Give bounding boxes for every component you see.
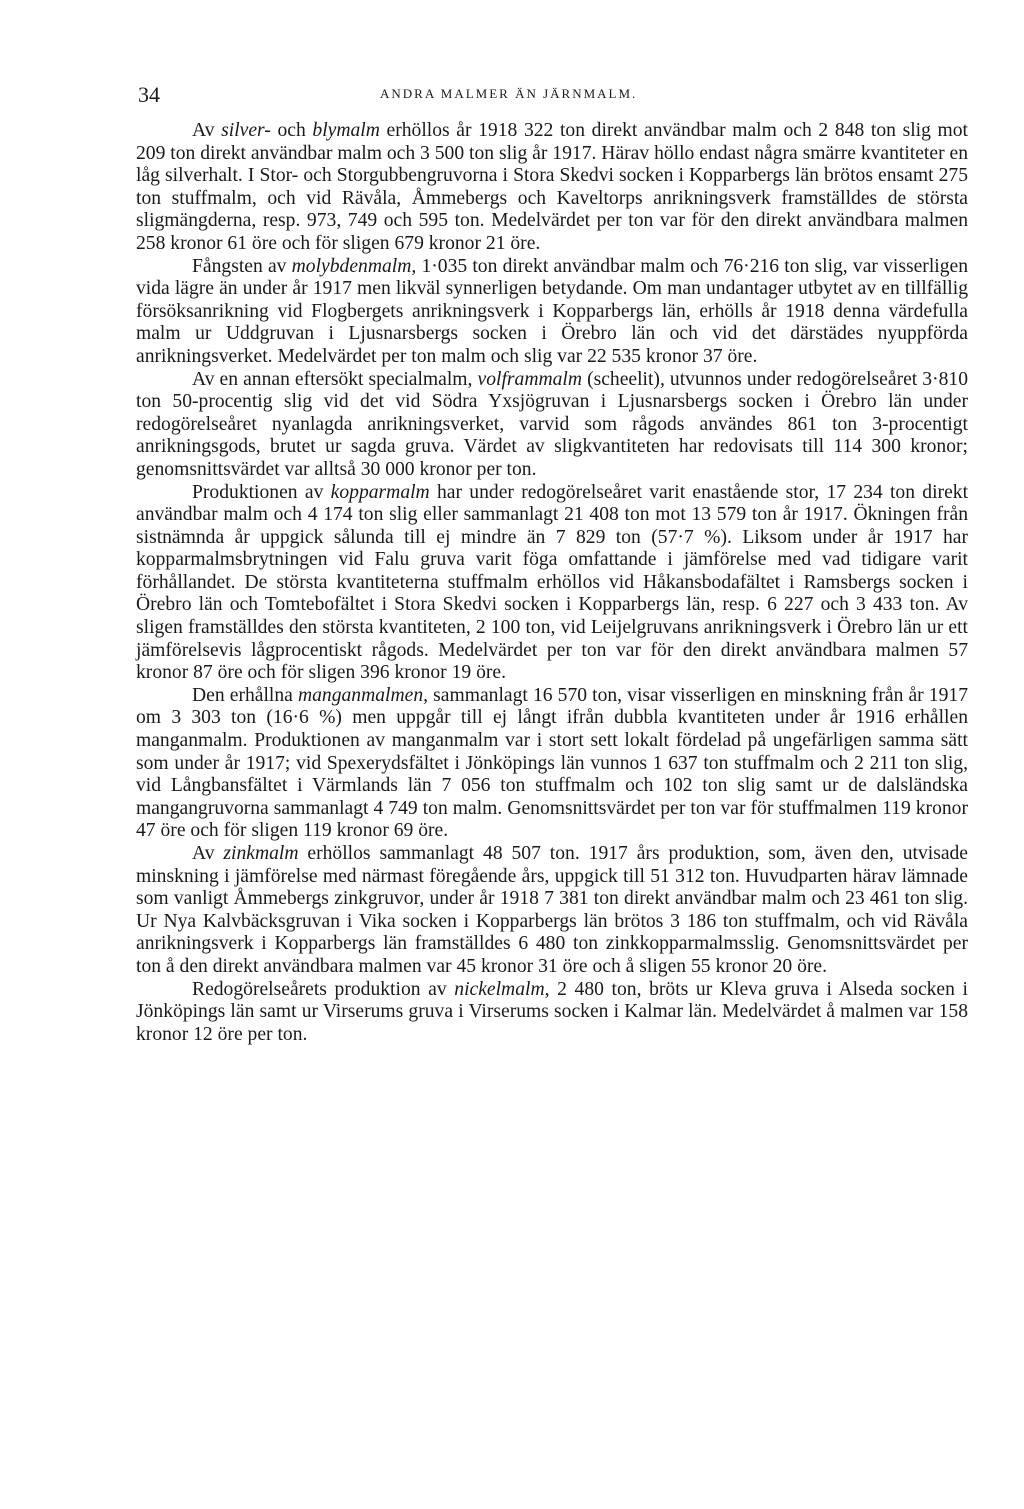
paragraph-text: och [270,120,313,141]
paragraph-text: har under redogörelseåret varit enastående stor, 17 234 ton direkt användbar malm och 4 174 ton slig eller sammanlagt 21 408 ton mot 13 579 ton år 1917. Ökningen från sistnämnda år uppgick sålunda till ej mindre än 7 829 ton (57·7 %). Liksom under år 1917 har kopparmalmsbrytningen vid Falu gruva varit föga omfattande i jämförelse med vad tidigare varit förhållandet. De största kvantiteterna stuffmalm erhöllos vid Håkansbodafältet i Ramsbergs socken i Örebro län och Tomtebofältet i Stora Skedvi socken i Kopparbergs län, resp. 6 227 och 3 433 ton. Av sligen framställdes den största kvantiteten, 2 100 ton, vid Leijelgruvans anrikningsverk i Örebro län ur ett jämförelsevis lågprocentiskt rågods. Medelvärdet per ton var för den direkt användbara malmen 57 kronor 87 öre och för sligen 396 kronor 19 öre. [136,481,969,684]
paragraph-manganese [136,685,968,843]
paragraph-text: erhöllos år 1918 322 ton direkt användbar malm och 2 848 ton slig mot 209 ton direkt användbar malm och 3 500 ton slig år 1917. Härav höllo endast några smärre kvantiteter en låg silverhalt. I Stor- och Storgubbengruvorna i Stora Skedvi socken i Kopparbergs län brötos ensamt 275 ton stuffmalm, och vid Rävåla, Åmmebergs och Kaveltorps anrikningsverk framställdes de största sligmängderna, resp. 973, 749 och 595 ton. Medelvärdet per ton var för den direkt användbara malmen 258 kronor 61 öre och för sligen 679 kronor 21 öre. [136,120,969,254]
paragraph-text: Fångsten av [192,255,292,277]
paragraph-silver-lead [136,120,968,256]
emphasized-term: blymalm [312,120,380,141]
emphasized-term: molybdenmalm, [291,255,417,277]
paragraph-text: Redogörelseårets produktion av [192,978,455,1000]
emphasized-term: manganmalmen, [297,684,429,706]
paragraph-molybdenum [136,256,968,369]
emphasized-term: silver- [221,120,271,141]
emphasized-term: kopparmalm [330,481,430,503]
paragraph-text: Av [192,120,222,141]
paragraph-nickel [136,979,968,1047]
paragraph-text: 1·035 ton direkt användbar malm och 76·216 ton slig, var visserligen vida lägre än under år 1917 men likväl synnerligen betydande. Om man undantager utbytet av en tillfällig försöksanrikning vid Flogbergets anrikningsverk i Kopparbergs län, erhölls år 1918 denna värdefulla malm ur Uddgruvan i Ljusnarsbergs socken i Örebro län och vid det därstädes nyuppförda anrikningsverket. Medelvärdet per ton malm och slig var 22 535 kronor 37 öre. [136,255,969,367]
paragraph-text: (scheelit), utvunnos under redogörelseåret 3·810 ton 50-procentig slig vid det vid Södra Yxsjögruvan i Ljusnarsbergs socken i Örebro län under redogörelseåret nyanlagda anrikningsverket, varvid som rågods användes 861 ton 3-procentigt anrikningsgods, brutet ur sagda gruva. Värdet av sligkvantiteten har redovisats till 114 300 kronor; genomsnittsvärdet var alltså 30 000 kronor per ton. [136,368,969,480]
page-number: 34 [138,82,160,107]
paragraph-text: erhöllos sammanlagt 48 507 ton. 1917 års produktion, som, även den, utvisade minskning i jämförelse med närmast föregående års, uppgick till 51 312 ton. Huvudparten härav lämnade som vanligt Åmmebergs zinkgruvor, under år 1918 7 381 ton direkt användbar malm och 23 461 ton slig. Ur Nya Kalvbäcksgruvan i Vika socken i Kopparbergs län brötos 3 186 ton stuffmalm, och vid Rävåla anrikningsverk i Kopparbergs län framställdes 6 480 ton zinkkopparmalmsslig. Genomsnittsvärdet per ton å den direkt användbara malmen var 45 kronor 31 öre och å sligen 55 kronor 20 öre. [136,843,969,977]
paragraph-text: 2 480 ton, bröts ur Kleva gruva i Alseda socken i Jönköpings län samt ur Virserums gruva i Virserums socken i Kalmar län. Medelvärdet å malmen var 158 kronor 12 öre per ton. [136,978,968,1045]
document-page [136,78,968,1046]
emphasized-term: volframmalm [477,368,583,390]
emphasized-term: nickelmalm, [454,978,550,1000]
paragraph-text: sammanlagt 16 570 ton, visar visserligen en minskning från år 1917 om 3 303 ton (16·6 %) men uppgår till ej långt ifrån dubbla kvantiteten under år 1916 erhållen manganmalm. Produktionen av manganmalm var i stort sett lokalt fördelad på ungefärligen samma sätt som under år 1917; vid Spexerydsfältet i Jönköpings län vunnos 1 637 ton stuffmalm och 2 211 ton slig, vid Långbansfältet i Värmlands län 7 056 ton stuffmalm och 102 ton slig samt ur de dalsländska mangangruvorna sammanlagt 4 749 ton malm. Genomsnittsvärdet per ton var för stuffmalmen 119 kronor 47 öre och för sligen 119 kronor 69 öre. [136,684,968,842]
paragraph-copper [136,482,968,685]
running-head [136,78,968,112]
paragraph-text: Av en annan eftersökt specialmalm, [192,368,478,390]
paragraph-tungsten [136,369,968,482]
paragraph-text: Av [192,843,224,864]
paragraph-text: Produktionen av [192,481,331,503]
body-text [136,120,968,1046]
emphasized-term: zinkmalm [223,843,299,864]
running-title: ANDRA MALMER ÄN JÄRNMALM. [380,86,638,101]
paragraph-zinc [136,843,968,979]
paragraph-text: Den erhållna [192,684,298,706]
